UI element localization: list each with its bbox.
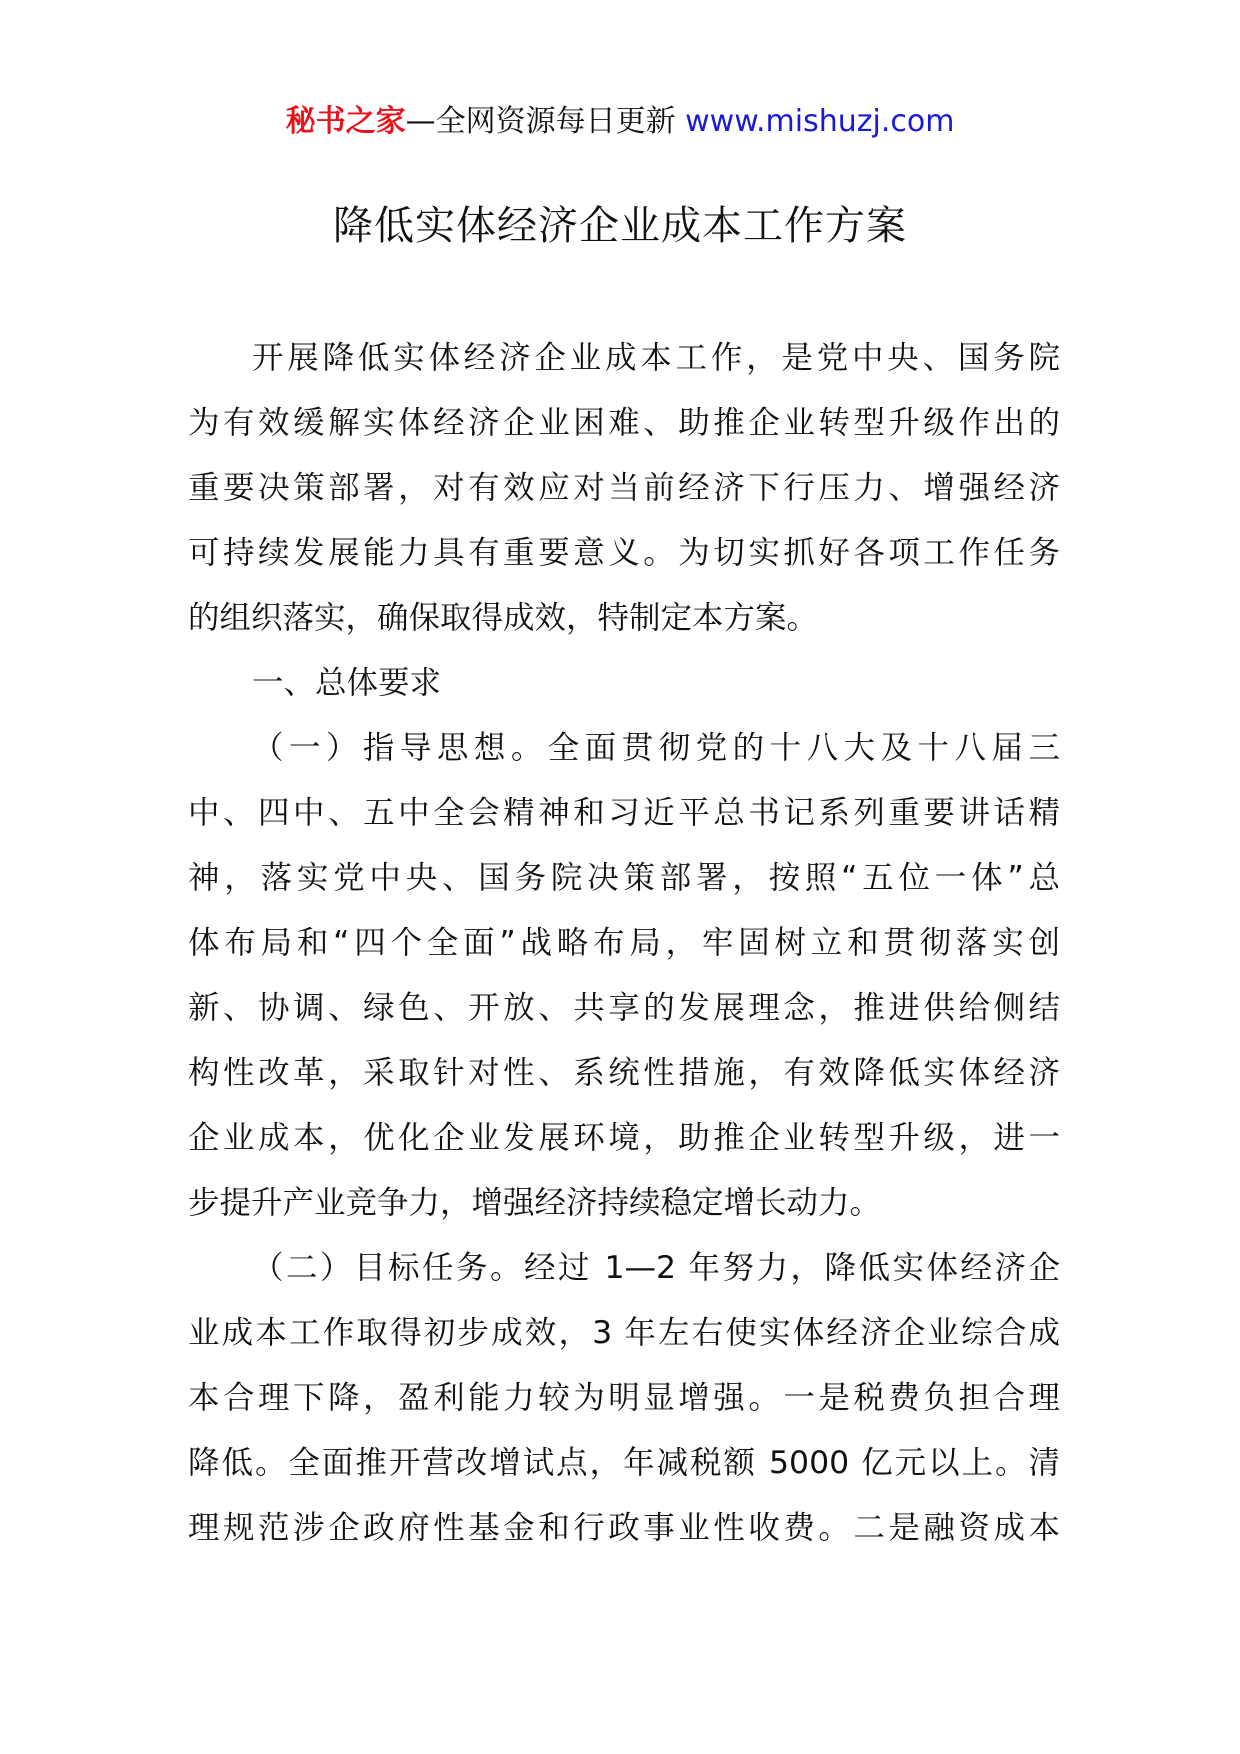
site-slogan: —全网资源每日更新 bbox=[405, 104, 676, 139]
paragraph-line: 新、协调、绿色、开放、共享的发展理念，推进供给侧结 bbox=[188, 990, 1060, 1026]
paragraph-line: 步提升产业竞争力，增强经济持续稳定增长动力。 bbox=[188, 1185, 882, 1221]
paragraph-line: 业成本工作取得初步成效，3 年左右使实体经济企业综合成 bbox=[188, 1315, 1060, 1351]
document-body bbox=[188, 326, 1060, 1561]
paragraph-line: 开展降低实体经济企业成本工作，是党中央、国务院 bbox=[252, 340, 1060, 376]
site-header bbox=[0, 100, 1240, 144]
paragraph-line: 本合理下降，盈利能力较为明显增强。一是税费负担合理 bbox=[188, 1380, 1060, 1416]
paragraph-line: 降低。全面推开营改增试点，年减税额 5000 亿元以上。清 bbox=[188, 1445, 1060, 1481]
document-title: 降低实体经济企业成本工作方案 bbox=[333, 203, 907, 249]
section-heading: 一、总体要求 bbox=[252, 665, 442, 701]
site-brand: 秘书之家 bbox=[285, 104, 406, 139]
paragraph-line: （一）指导思想。全面贯彻党的十八大及十八届三 bbox=[252, 730, 1060, 766]
paragraph-line: 体布局和“四个全面”战略布局，牢固树立和贯彻落实创 bbox=[188, 925, 1060, 961]
site-url-link[interactable]: www.mishuzj.com bbox=[685, 104, 955, 139]
paragraph-line: 神，落实党中央、国务院决策部署，按照“五位一体”总 bbox=[188, 860, 1060, 896]
paragraph-line: 重要决策部署，对有效应对当前经济下行压力、增强经济 bbox=[188, 470, 1060, 506]
paragraph-line: 构性改革，采取针对性、系统性措施，有效降低实体经济 bbox=[188, 1055, 1060, 1091]
paragraph-line: 为有效缓解实体经济企业困难、助推企业转型升级作出的 bbox=[188, 405, 1060, 441]
paragraph-line: （二）目标任务。经过 1—2 年努力，降低实体经济企 bbox=[252, 1250, 1060, 1286]
paragraph-line: 中、四中、五中全会精神和习近平总书记系列重要讲话精 bbox=[188, 795, 1060, 831]
paragraph-line: 的组织落实，确保取得成效，特制定本方案。 bbox=[188, 600, 819, 636]
paragraph-line: 理规范涉企政府性基金和行政事业性收费。二是融资成本 bbox=[188, 1510, 1060, 1546]
paragraph-line: 企业成本，优化企业发展环境，助推企业转型升级，进一 bbox=[188, 1120, 1060, 1156]
paragraph-line: 可持续发展能力具有重要意义。为切实抓好各项工作任务 bbox=[188, 535, 1060, 571]
